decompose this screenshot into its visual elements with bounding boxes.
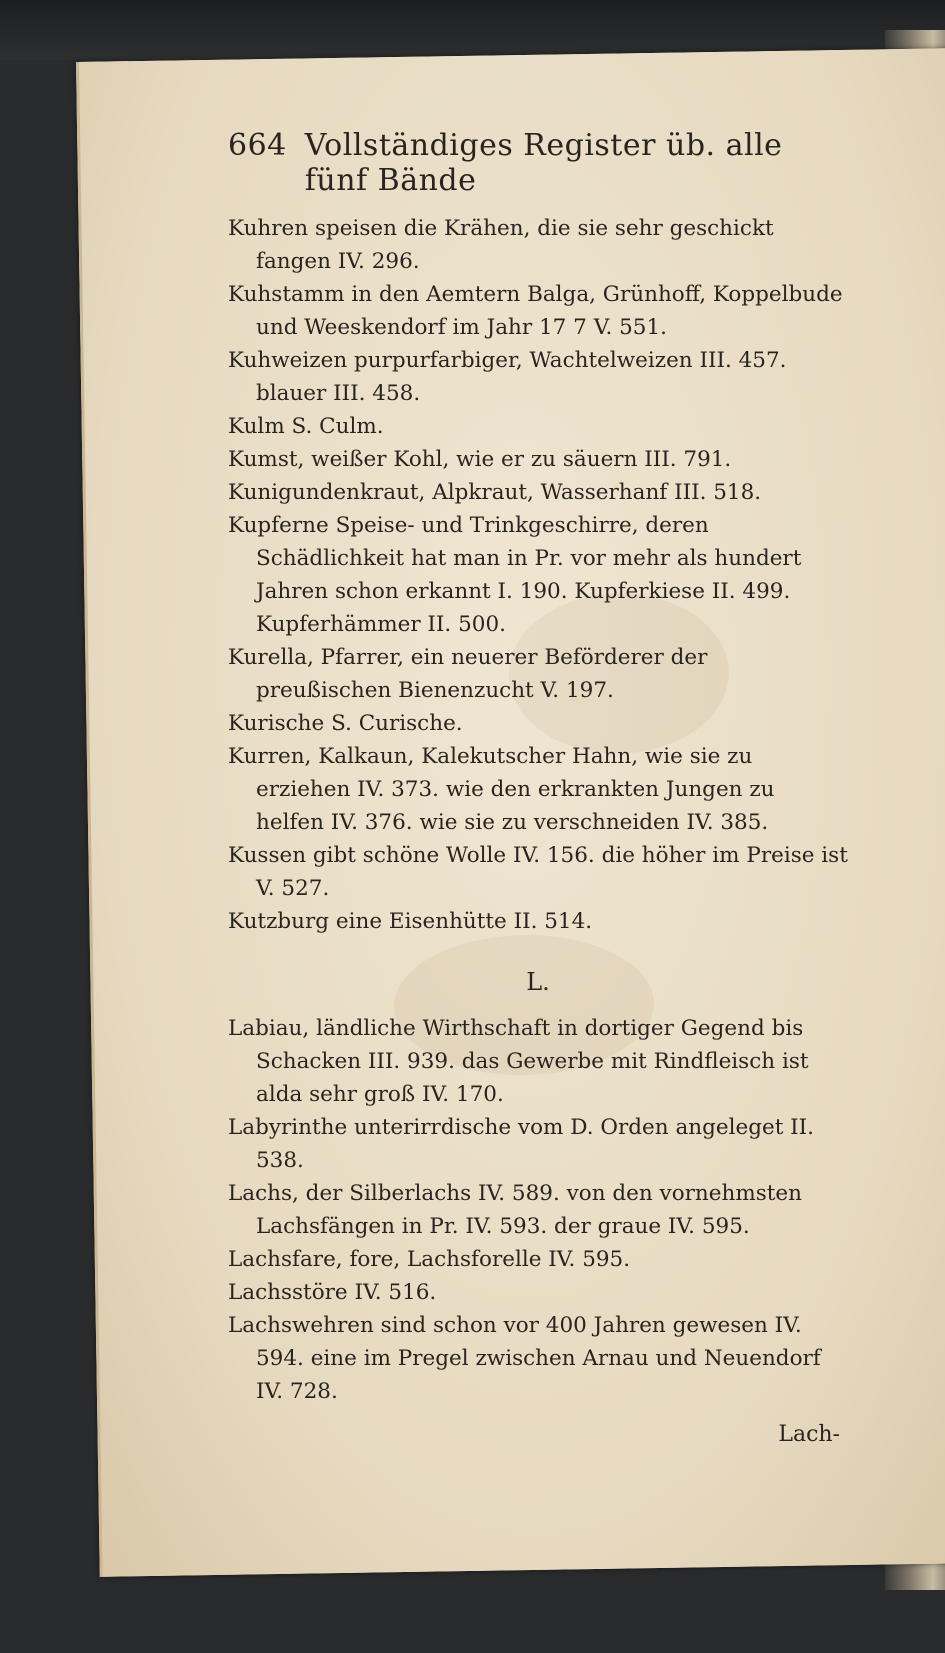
register-entry: Kupferne Speise- und Trinkgeschirre, deren Schädlichkeit hat man in Pr. vor mehr als hundert Jahren schon erkannt I. 190. Kupferkiese II. 499. Kupferhämmer II. 500.	[228, 513, 802, 637]
register-entry: Kuhstamm in den Aemtern Balga, Grünhoff, Koppelbude und Weeskendorf im Jahr 17 7 V. 551.	[228, 282, 843, 340]
register-entry: Labiau, ländliche Wirthschaft in dortiger Gegend bis Schacken III. 939. das Gewerbe mit Rindfleisch ist alda sehr groß IV. 170.	[228, 1016, 809, 1107]
register-entry: Labyrinthe unterirrdische vom D. Orden angeleget II. 538.	[228, 1115, 814, 1173]
register-entry: Kurella, Pfarrer, ein neuerer Beförderer der preußischen Bienenzucht V. 197.	[228, 645, 708, 703]
register-entry: Kuhren speisen die Krähen, die sie sehr geschickt fangen IV. 296.	[228, 216, 774, 274]
entries-l	[228, 1012, 848, 1408]
register-entry: Kunigundenkraut, Alpkraut, Wasserhanf III. 518.	[228, 480, 762, 505]
register-text	[228, 128, 848, 1447]
page-header	[228, 128, 848, 198]
register-entry: Kuhweizen purpurfarbiger, Wachtelweizen III. 457. blauer III. 458.	[228, 348, 787, 406]
running-title: Vollständiges Register üb. alle fünf Bände	[304, 128, 783, 198]
register-entry: Lachsstöre IV. 516.	[228, 1280, 437, 1305]
register-entry: Kutzburg eine Eisenhütte II. 514.	[228, 909, 593, 934]
register-entry: Kumst, weißer Kohl, wie er zu säuern III. 791.	[228, 447, 732, 472]
entries-k	[228, 212, 848, 938]
catchword: Lach-	[778, 1422, 840, 1447]
register-entry: Kurische S. Curische.	[228, 711, 463, 736]
register-entry: Kulm S. Culm.	[228, 414, 384, 439]
register-entry: Lachs, der Silberlachs IV. 589. von den vornehmsten Lachsfängen in Pr. IV. 593. der graue IV. 595.	[228, 1181, 802, 1239]
page-number: 664	[228, 128, 287, 163]
register-entry: Lachsfare, fore, Lachsforelle IV. 595.	[228, 1247, 631, 1272]
register-entry: Kurren, Kalkaun, Kalekutscher Hahn, wie sie zu erziehen IV. 373. wie den erkrankten Jungen zu helfen IV. 376. wie sie zu verschneiden IV. 385.	[228, 744, 775, 835]
section-letter: L.	[526, 968, 550, 996]
register-entry: Kussen gibt schöne Wolle IV. 156. die höher im Preise ist V. 527.	[228, 843, 848, 901]
register-entry: Lachswehren sind schon vor 400 Jahren gewesen IV. 594. eine im Pregel zwischen Arnau und Neuendorf IV. 728.	[228, 1313, 821, 1404]
